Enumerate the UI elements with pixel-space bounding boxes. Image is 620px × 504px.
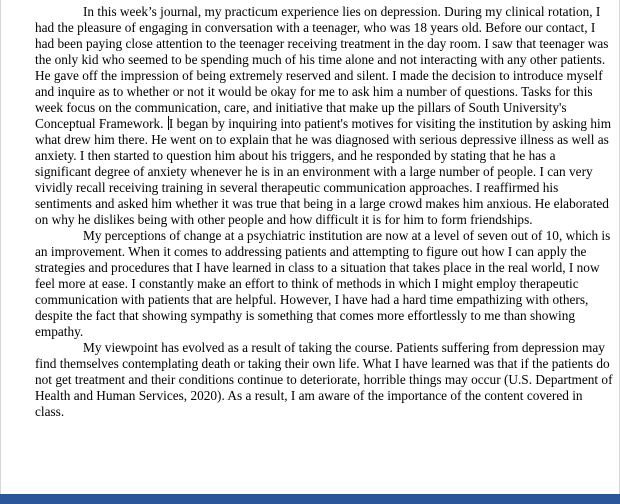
paragraph-1[interactable] — [35, 4, 613, 228]
paragraph-1-text-a: In this week’s journal, my practicum experience lies on depression. During my clinical rotation, I had the pleasure of engaging in conversation with a teenager, who was 18 years old. Before our contact, I had been paying close attention to the teenager receiving treatment in the day room. I saw that teenager was the only kid who seemed to be spending much of his time alone and not interacting with any other patients. He gave off the impression of being extremely reserved and silent. I made the decision to introduce myself and inquire as to whether or not it would be okay for me to ask him a number of questions. Tasks for this week focus on the communication, care, and initiative that make up the pillars of South University's Conceptual Framework. — [35, 4, 609, 131]
document-body[interactable] — [35, 4, 613, 420]
status-bar — [0, 494, 620, 504]
paragraph-3[interactable]: My viewpoint has evolved as a result of taking the course. Patients suffering from depression may find themselves contemplating death or taking their own life. What I have learned was that if the patients do not get treatment and their conditions continue to deteriorate, horrible things may occur (U.S. Department of Health and Human Services, 2020). As a result, I am aware of the importance of the content covered in class. — [35, 340, 613, 419]
paragraph-1-text-b: I began by inquiring into patient's motives for visiting the institution by asking him what drew him there. He went on to explain that he was diagnosed with serious depressive illness as well as anxiety. I then started to question him about his triggers, and he responded by stating that he has a significant degree of anxiety whenever he is in an environment with a large number of people. I can very vividly recall receiving training in several therapeutic communication approaches. I reaffirmed his sentiments and asked him whether it was true that being in a large crowd makes him anxious. He elaborated on why he dislikes being with other people and how difficult it is for him to form friendships. — [35, 116, 612, 227]
page-left-border — [0, 0, 1, 494]
paragraph-2[interactable]: My perceptions of change at a psychiatric institution are now at a level of seven out of 10, which is an improvement. When it comes to addressing patients and attempting to figure out how I can apply the strategies and procedures that I have learned in class to a situation that takes place in the real world, I now feel more at ease. I constantly make an effort to think of methods in which I might employ therapeutic communication with patients that are helpful. However, I have had a hard time empathizing with others, despite the fact that showing sympathy is something that comes more effortlessly to me than showing empathy. — [35, 228, 611, 339]
